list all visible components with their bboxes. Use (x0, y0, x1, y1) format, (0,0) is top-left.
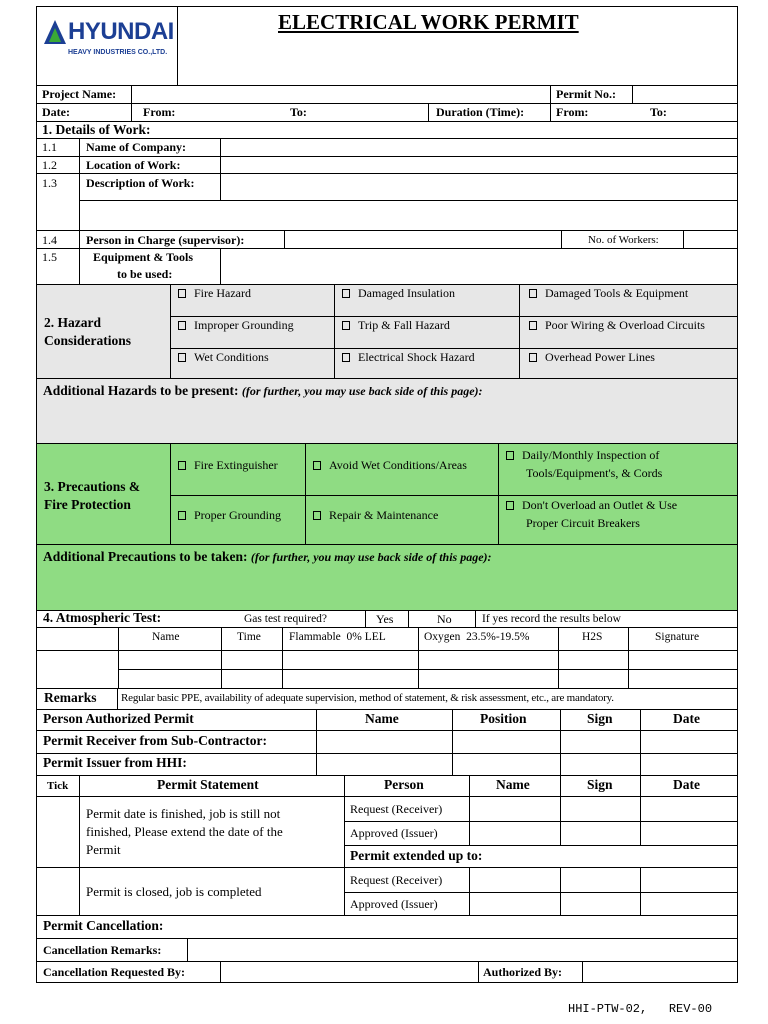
hazard-overhead-lines-checkbox[interactable] (529, 350, 655, 364)
precaution-label: Repair & Maintenance (329, 508, 439, 522)
authorized-by-label: Authorized By: (483, 965, 562, 979)
workers-label: No. of Workers: (588, 234, 659, 246)
hazard-label: Damaged Tools & Equipment (545, 286, 689, 300)
gas-no-option[interactable]: No (437, 612, 452, 626)
hazard-label: Damaged Insulation (358, 286, 455, 300)
atmospheric-heading: 4. Atmospheric Test: (43, 610, 162, 625)
details-heading: 1. Details of Work: (42, 122, 151, 137)
atmos-col-signature: Signature (655, 631, 700, 643)
additional-hazards-label (43, 383, 483, 399)
precaution-inspection-line2: Tools/Equipment's, & Cords (526, 466, 663, 480)
auth-date-header: Date (673, 711, 700, 726)
auth-position-header: Position (480, 711, 527, 726)
hazard-improper-grounding-checkbox[interactable] (178, 318, 294, 332)
tick-cell-closed[interactable] (37, 868, 79, 915)
atmos-col-time: Time (237, 631, 261, 643)
request-receiver-label-1: Request (Receiver) (350, 802, 443, 816)
hazard-heading-line2: Considerations (44, 333, 132, 348)
date-from-label: From: (143, 105, 176, 119)
tick-header: Tick (47, 780, 69, 792)
precautions-heading-line2: Fire Protection (44, 497, 131, 512)
precaution-avoid-wet-checkbox[interactable] (313, 458, 467, 472)
name-header: Name (496, 777, 530, 792)
hazard-fire-checkbox[interactable] (178, 286, 251, 300)
gas-record-note: If yes record the results below (482, 613, 621, 625)
project-name-label: Project Name: (42, 87, 117, 101)
precaution-label: Fire Extinguisher (194, 458, 278, 472)
permit-statement-header: Permit Statement (157, 777, 259, 792)
hazard-damaged-tools-checkbox[interactable] (529, 286, 688, 300)
statement-extend-line3: Permit (86, 842, 121, 857)
hazard-section (37, 285, 737, 443)
person-authorized-label: Person Authorized Permit (43, 711, 194, 726)
precautions-heading: 3. Precautions & (44, 479, 141, 494)
form-code: HHI-PTW-02, REV-00 (568, 1002, 713, 1016)
company-name-label: Name of Company: (86, 140, 186, 154)
additional-hazards-title: Additional Hazards to be present: (43, 383, 239, 398)
hazard-fire-label: Fire Hazard (194, 286, 251, 300)
person-header: Person (384, 777, 424, 792)
gas-yes-option[interactable]: Yes (376, 612, 394, 626)
logo-text: HYUNDAI (68, 18, 174, 45)
request-receiver-label-2: Request (Receiver) (350, 873, 443, 887)
precaution-repair-checkbox[interactable] (313, 508, 438, 522)
precaution-grounding-checkbox[interactable] (178, 508, 281, 522)
details-num-1-5: 1.5 (42, 250, 57, 264)
logo-subtitle: HEAVY INDUSTRIES CO.,LTD. (68, 49, 168, 56)
atmos-col-name: Name (152, 631, 180, 643)
permit-extended-label: Permit extended up to: (350, 848, 483, 863)
additional-hazards-note: (for further, you may use back side of this page): (241, 384, 483, 398)
duration-label: Duration (Time): (436, 105, 525, 119)
person-in-charge-label: Person in Charge (supervisor): (86, 233, 245, 247)
permit-cancellation-heading: Permit Cancellation: (43, 918, 164, 933)
duration-to-label: To: (650, 105, 667, 119)
date-to-label: To: (290, 105, 307, 119)
details-num-1-1: 1.1 (42, 140, 57, 154)
approved-issuer-label-2: Approved (Issuer) (350, 897, 438, 911)
precaution-label: Don't Overload an Outlet & Use (522, 498, 678, 512)
precaution-label: Daily/Monthly Inspection of (522, 448, 660, 462)
hazard-label: Electrical Shock Hazard (358, 350, 475, 364)
hazard-trip-fall-checkbox[interactable] (342, 318, 450, 332)
details-num-1-4: 1.4 (42, 233, 57, 247)
statement-extend-line1: Permit date is finished, job is still not (86, 806, 281, 821)
statement-extend-line2: finished, Please extend the date of the (86, 824, 283, 839)
precaution-fire-extinguisher-checkbox[interactable] (178, 458, 278, 472)
precaution-inspection-checkbox[interactable] (506, 448, 659, 462)
cancellation-remarks-label: Cancellation Remarks: (43, 943, 162, 957)
hazard-label: Overhead Power Lines (545, 350, 655, 364)
atmos-col-h2s: H2S (582, 631, 603, 643)
hazard-label: Wet Conditions (194, 350, 269, 364)
divider (177, 6, 178, 85)
logo-triangle-icon (44, 20, 66, 44)
precaution-overload-line2: Proper Circuit Breakers (526, 516, 640, 530)
description-label: Description of Work: (86, 176, 195, 190)
additional-precautions-title: Additional Precautions to be taken: (43, 549, 248, 564)
additional-precautions-note: (for further, you may use back side of this page): (250, 550, 492, 564)
equipment-label-line2: to be used: (117, 267, 173, 281)
atmos-col-oxygen: Oxygen 23.5%-19.5% (424, 631, 530, 643)
tick-cell-extend[interactable] (37, 797, 79, 867)
cancellation-requested-label: Cancellation Requested By: (43, 965, 185, 979)
approved-issuer-label-1: Approved (Issuer) (350, 826, 438, 840)
hazard-label: Poor Wiring & Overload Circuits (545, 318, 705, 332)
permit-no-label: Permit No.: (556, 87, 616, 101)
hazard-wet-conditions-checkbox[interactable] (178, 350, 269, 364)
details-num-1-2: 1.2 (42, 158, 57, 172)
hazard-electrical-shock-checkbox[interactable] (342, 350, 475, 364)
additional-precautions-label (43, 549, 492, 565)
permit-issuer-label: Permit Issuer from HHI: (43, 755, 187, 770)
auth-sign-header: Sign (587, 711, 613, 726)
atmos-col-flammable: Flammable 0% LEL (289, 631, 386, 643)
remarks-label: Remarks (44, 690, 97, 705)
statement-closed: Permit is closed, job is completed (86, 884, 262, 899)
precaution-label: Avoid Wet Conditions/Areas (329, 458, 467, 472)
hazard-poor-wiring-checkbox[interactable] (529, 318, 705, 332)
page-title: ELECTRICAL WORK PERMIT (278, 10, 579, 34)
auth-name-header: Name (365, 711, 399, 726)
permit-receiver-label: Permit Receiver from Sub-Contractor: (43, 733, 268, 748)
date-header: Date (673, 777, 700, 792)
precaution-overload-checkbox[interactable] (506, 498, 677, 512)
hazard-label: Trip & Fall Hazard (358, 318, 450, 332)
sign-header: Sign (587, 777, 613, 792)
hazard-damaged-insulation-checkbox[interactable] (342, 286, 455, 300)
equipment-label: Equipment & Tools (93, 250, 194, 264)
hazard-label: Improper Grounding (194, 318, 294, 332)
location-label: Location of Work: (86, 158, 181, 172)
date-label: Date: (42, 105, 70, 119)
remarks-text: Regular basic PPE, availability of adequate supervision, method of statement, & risk assessment, etc., are mandatory. (121, 692, 614, 704)
company-logo (44, 18, 174, 66)
duration-from-label: From: (556, 105, 589, 119)
hazard-heading: 2. Hazard (44, 315, 101, 330)
details-num-1-3: 1.3 (42, 176, 57, 190)
gas-test-question: Gas test required? (244, 613, 328, 625)
precaution-label: Proper Grounding (194, 508, 281, 522)
